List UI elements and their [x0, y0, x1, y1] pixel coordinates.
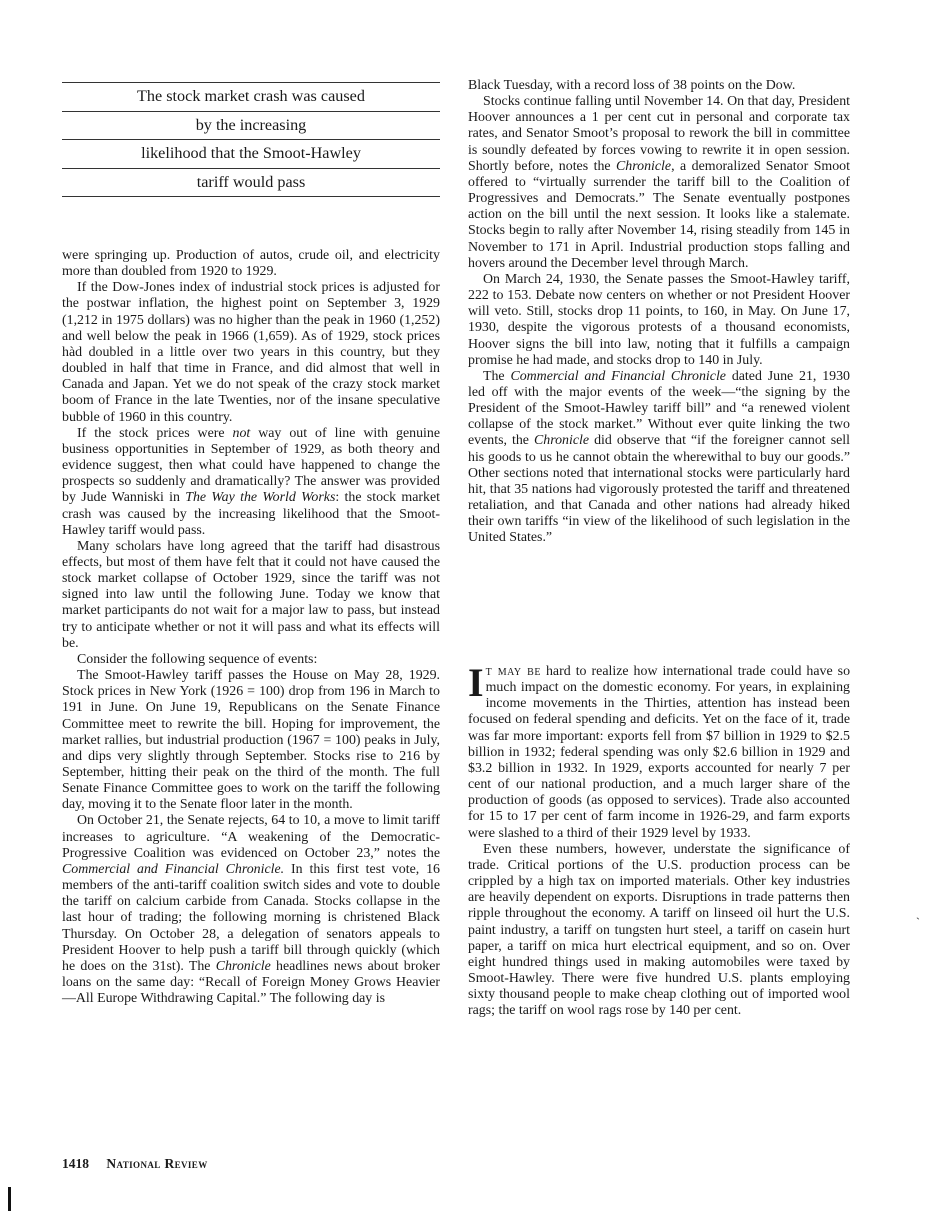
paragraph: were springing up. Production of autos, crude oil, and electricity more than doubled from 1920 to 1929. [62, 248, 440, 280]
publication-name: National Review [106, 1156, 208, 1171]
section-two-first-paragraph [468, 660, 851, 842]
lead-in: t may be [485, 664, 541, 679]
paragraph: On October 21, the Senate rejects, 64 to 10, a move to limit tariff increases to agriculture. “A weakening of the Democratic-Progressive Coalition was evidenced on October 23,” notes the Commercial and Financial Chronicle. In this first test vote, 16 members of the anti-tariff coalition switch sides and vote to double the tariff on calcium carbide from Canada. Stocks collapse in the last hour of trading; the following morning is christened Black Thursday. On October 28, a delegation of senators appeals to President Hoover to help push a tariff bill through quickly (which he does on the 31st). The Chronicle headlines news about broker loans on the same day: “Recall of Foreign Money Grows Heavier —All Europe Withdrawing Capital.” The following day is [62, 813, 441, 1007]
paragraph: The Commercial and Financial Chronicle dated June 21, 1930 led off with the major events of the week—“the signing by the President of the Smoot-Hawley tariff bill” and “a renewed violent collapse of the stock market.” Without ever quite linking the two events, the Chronicle did observe that “if the foreigner cannot sell his goods to us he cannot obtain the wherewithal to buy our goods.” Other sections noted that international stocks were particularly hard hit, that 35 nations had vigorously protested the tariff and threatened retaliation, and that Canada and other nations had already hiked their own tariffs “in view of the likelihood of such legislation in the United States.” [468, 368, 850, 546]
paragraph: Black Tuesday, with a record loss of 38 points on the Dow. [468, 78, 796, 93]
pull-quote-line: The stock market crash was caused [62, 82, 440, 111]
paragraph: Consider the following sequence of events: [77, 651, 318, 667]
stray-mark: ` [916, 915, 920, 929]
paragraph: If the stock prices were not way out of line with genuine business opportunities in September of 1929, as both theory and evidence suggest, then what could have happened to change the prospects so suddenly and dramatically? The answer was provided by Jude Wanniski in The Way the World Works: the stock market crash was caused by the increasing likelihood that the Smoot-Hawley tariff would pass. [62, 425, 441, 538]
pull-quote [62, 82, 440, 197]
right-column [468, 78, 850, 547]
section-two-second-paragraph: Even these numbers, however, understate the significance of trade. Critical portions of the U.S. production process can be crippled by a high tax on imported materials. Other key industries are heavily dependent on exports. Disruptions in trade patterns then ripple throughout the economy. A tariff on linseed oil hurt the U.S. paint industry, a tariff on tungsten hurt steel, a tariff on casein hurt paper, a tariff on mica hurt electrical equipment, and so on. Over eight hundred things used in making automobiles were taxed by Smoot-Hawley. There were five hundred U.S. plants employing sixty thousand people to make cheap clothing out of imported wool rags; the tariff on wool rags rose by 140 per cent. [468, 841, 850, 1019]
paragraph: On March 24, 1930, the Senate passes the Smoot-Hawley tariff, 222 to 153. Debate now centers on whether or not President Hoover will veto. Still, stocks drop 11 points, to 160, in May. On June 17, 1930, despite the vigorous protests of a thousand economists, Hoover signs the bill into law, noting that it fulfills a campaign promise he had made, and stocks drop to 140 in July. [468, 271, 850, 368]
margin-mark [8, 1187, 11, 1211]
paragraph: The Smoot-Hawley tariff passes the House on May 28, 1929. Stock prices in New York (1926 = 100) drop from 196 in March to 191 in June. On June 19, Republicans on the Senate Finance Committee meet to rewrite the bill. Hoping for improvement, the market rallies, but industrial production (1967 = 100) peaks in July, and dips very slightly through September. Stocks rise to 216 by September, hitting their peak on the third of the month. The full Senate Finance Committee goes to work on the tariff the following day, moving it to the Senate floor later in the month. [62, 668, 440, 813]
page-footer [62, 1156, 208, 1172]
paragraph: If the Dow-Jones index of industrial stock prices is adjusted for the postwar inflation, the highest point on September 3, 1929 (1,212 in 1975 dollars) was no higher than the peak in 1960 (1,252) and well below the peak in 1966 (1,659). As of 1929, stock prices hàd doubled in a little over two years in this country, but they doubled in half that time in France, and did almost that well in Canada and Japan. Yet we do not speak of the crazy stock market boom of France in the late Twenties, nor of the insane speculative bubble of 1960 in this country. [62, 280, 440, 425]
pull-quote-line: by the increasing [62, 111, 440, 140]
paragraph: Many scholars have long agreed that the tariff had disastrous effects, but most of them have felt that it could not have caused the stock market collapse of October 1929, since the tariff was not signed into law until the following June. Today we know that market participants do not wait for a major law to pass, but instead try to anticipate whether or not it will pass and what its effects will be. [62, 538, 440, 651]
pull-quote-line: likelihood that the Smoot-Hawley [62, 139, 440, 168]
page-number: 1418 [62, 1156, 89, 1171]
pull-quote-line: tariff would pass [62, 168, 440, 198]
paragraph: Stocks continue falling until November 14. On that day, President Hoover announces a 1 per cent cut in personal and corporate tax rates, and Senator Smoot’s proposal to rework the bill in committee is soundly defeated by forces vowing to rewrite it in open session. Shortly before, notes the Chronicle, a demoralized Senator Smoot offered to “virtually surrender the tariff bill to the Coalition of Progressives and Democrats.” The Senate eventually postpones action on the bill until the next session. It looks like a stalemate. Stocks begin to rally after November 14, rising steadily from 145 in November to 171 in April. Industrial production stops falling and hovers around the December level through March. [468, 94, 850, 271]
left-column [62, 248, 440, 1007]
drop-cap: I [468, 660, 484, 705]
right-column-section-two [468, 660, 851, 1019]
paragraph-text: hard to realize how international trade could have so much impact on the domestic economy. For years, in explaining income movements in the Thirties, attention has instead been focused on federal spending and deficits. Yet on the face of it, trade was far more important: exports fell from $7 billion in 1929 to $2.5 billion in 1932; federal spending was only $2.6 billion in 1929 and $3.2 billion in 1932. In 1929, exports accounted for nearly 7 per cent of our national production, and a much larger share of the production of goods (as opposed to services). Trade also accounted for 15 to 17 per cent of farm income in 1926-29, and farm exports were slashed to a third of their 1929 level by 1933. [468, 664, 851, 841]
